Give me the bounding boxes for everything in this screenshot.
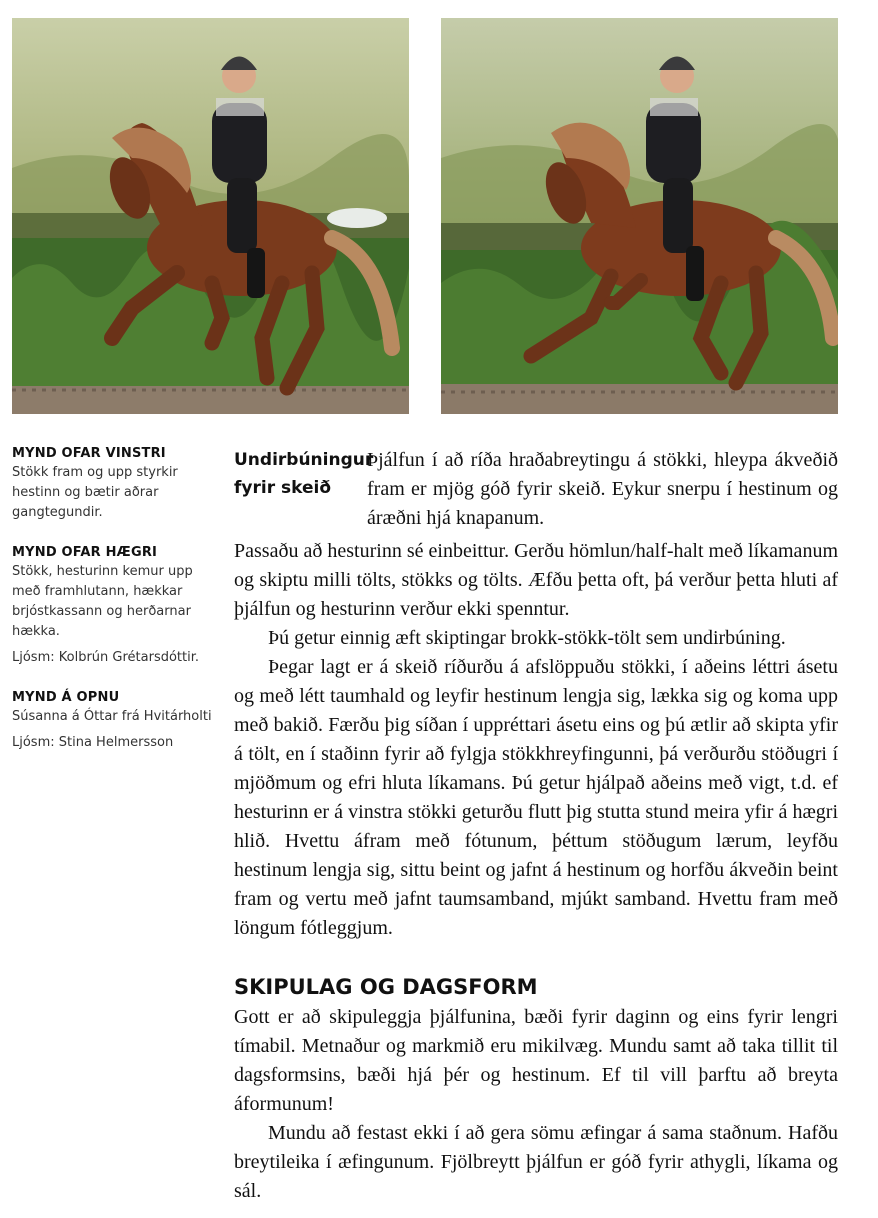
caption-credit: Ljósm: Stina Helmersson xyxy=(12,735,174,750)
caption-top-right xyxy=(12,545,217,668)
paragraph: Þegar lagt er á skeið ríðurðu á afslöppuðu stökki, í aðeins léttri ásetu og með létt taumhald og leyfir hestinum lengja sig, lækka sig og koma upp með bakið. Færðu þig síðan í uppréttari ásetu eins og þú ætlir að skipta yfir á tölt, en í staðinn fyrir að fylgja stökkhreyfingunni, þá verðurðu stöðugri í mjöðmum og efri hluta líkamans. Þú getur hjálpað aðeins með vigt, t.d. ef hesturinn er á vinstra stökki geturðu flutt þig stutta stund meira yfir á hægri hlið. Hvettu áfram með fótunum, þéttum stöðugum lærum, leyfðu hestinum lengja sig, sittu beint og jafnt á hestinum og horfðu ákveðin beint fram og vertu með jafnt taumsamband, mjúkt samband. Hvettu fram með löngum fótleggjum. xyxy=(234,656,838,939)
sidehead: Undirbúningur fyrir skeið xyxy=(234,450,374,498)
paragraph: Þú getur einnig æft skiptingar brokk-stökk-tölt sem undirbúning. xyxy=(268,627,786,649)
caption-text: Stökk, hesturinn kemur upp með framhlutann, hækkar brjóstkassann og herðarnar hækka. xyxy=(12,564,193,639)
intro-paragraph: Þjálfun í að ríða hraðabreytingu á stökki, hleypa ákveðið fram er mjög góð fyrir skeið. Eykur snerpu í hestinum og áræðni hjá knapanum. xyxy=(367,449,838,529)
caption-credit: Ljósm: Kolbrún Grétarsdóttir. xyxy=(12,650,200,665)
caption-title: MYND OFAR HÆGRI xyxy=(12,545,158,560)
photo-right xyxy=(441,18,838,414)
caption-title: MYND OFAR VINSTRI xyxy=(12,446,166,461)
caption-title: MYND Á OPNU xyxy=(12,690,120,705)
intro-block xyxy=(234,446,838,533)
horse-rider-image xyxy=(12,18,409,414)
horse-rider-image xyxy=(441,18,838,414)
paragraph: Gott er að skipuleggja þjálfunina, bæði fyrir daginn og eins fyrir lengri tímabil. Metnaður og markmið eru mikilvæg. Mundu samt að taka tillit til dagsformsins, bæði hjá þér og hestinum. Ef til vill þarftu að breyta áformunum! xyxy=(234,1006,838,1115)
captions-column xyxy=(12,446,217,775)
caption-text: Súsanna á Óttar frá Hvitárholti xyxy=(12,709,212,724)
paragraph: Mundu að festast ekki í að gera sömu æfingar á sama staðnum. Hafðu breytileika í æfingunum. Fjölbreytt þjálfun er góð fyrir athygli, líkama og sál. xyxy=(234,1122,838,1202)
caption-spread xyxy=(12,690,217,753)
article-body xyxy=(234,446,838,1206)
paragraph: Passaðu að hesturinn sé einbeittur. Gerðu hömlun/half-halt með líkamanum og skiptu milli tölts, stökks og tölts. Æfðu þetta oft, þá verður þetta hluti af þjálfun og hesturinn verður ekki spenntur. xyxy=(234,540,838,620)
photo-left xyxy=(12,18,409,414)
caption-text: Stökk fram og upp styrkir hestinn og bætir aðrar gangtegundir. xyxy=(12,465,178,520)
caption-top-left xyxy=(12,446,217,523)
section-title: SKIPULAG OG DAGSFORM xyxy=(234,975,538,999)
